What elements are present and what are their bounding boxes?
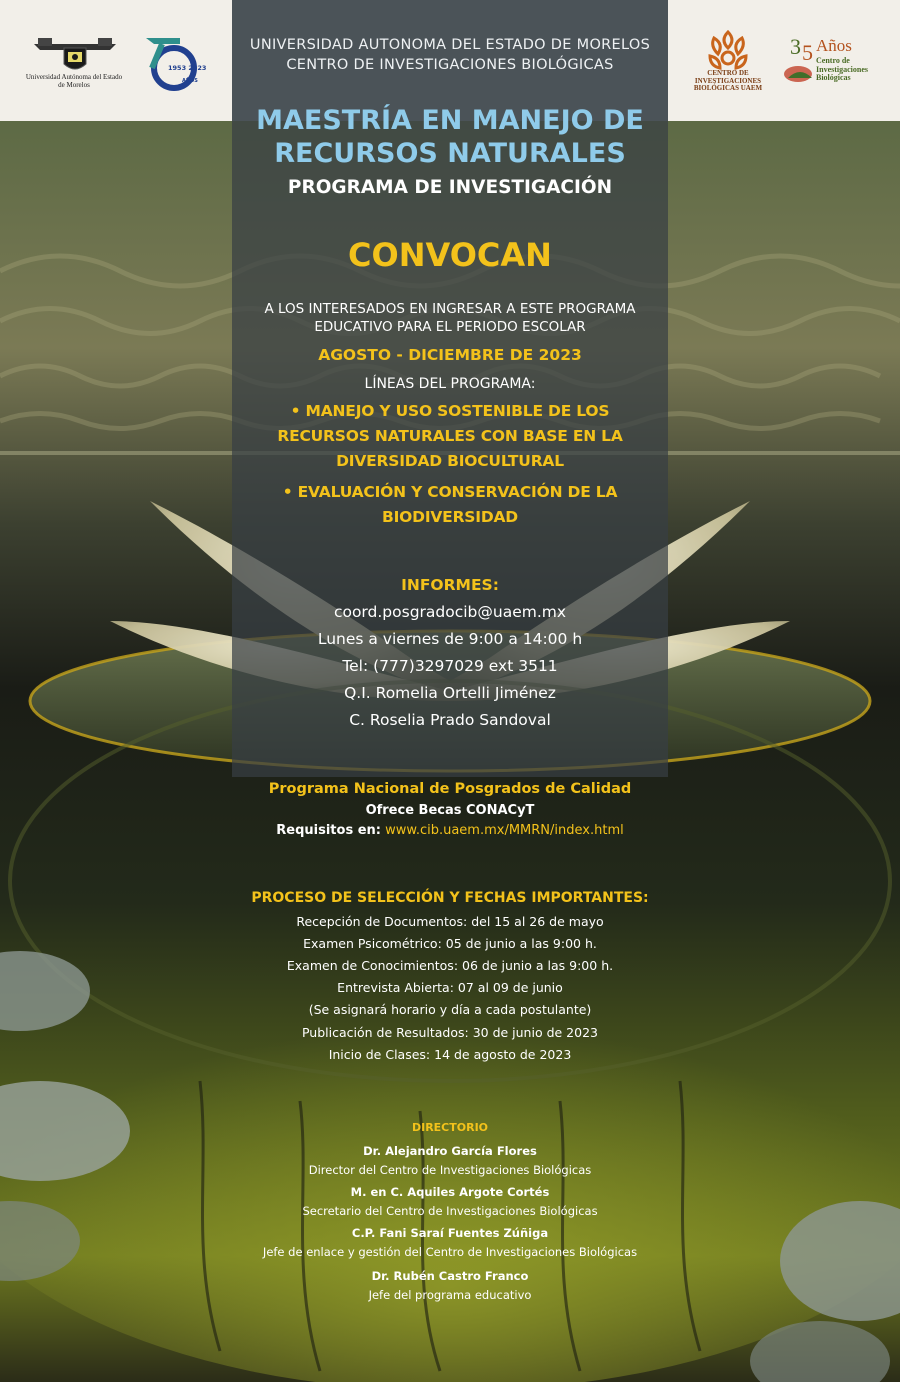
contact-person-1: Q.I. Romelia Ortelli Jiménez — [344, 684, 556, 702]
quality-program: Programa Nacional de Posgrados de Calidad — [268, 781, 632, 797]
header-center-panel — [232, 0, 668, 121]
requirements-label: Requisitos en: — [276, 823, 381, 838]
process-item: Entrevista Abierta: 07 al 09 de junio — [337, 980, 563, 995]
cib-35-subtitle: Centro de Investigaciones Biológicas — [816, 56, 868, 82]
process-heading: PROCESO DE SELECCIÓN Y FECHAS IMPORTANTES: — [251, 890, 649, 906]
uaem-logo-text: Universidad Autónoma del Estado de Morelos — [25, 73, 123, 89]
contact-phone: Tel: (777)3297029 ext 3511 — [342, 657, 558, 675]
center-name: CENTRO DE INVESTIGACIONES BIOLÓGICAS — [286, 57, 614, 73]
program-head-role: Jefe del programa educativo — [368, 1288, 532, 1302]
liaison-role: Jefe de enlace y gestión del Centro de Investigaciones Biológicas — [262, 1245, 638, 1259]
secretary-role: Secretario del Centro de Investigaciones Biológicas — [302, 1204, 598, 1218]
program-subtitle: PROGRAMA DE INVESTIGACIÓN — [287, 177, 613, 198]
directory-heading: DIRECTORIO — [411, 1121, 489, 1134]
intro-line1: A LOS INTERESADOS EN INGRESAR A ESTE PROGRAMA — [264, 301, 636, 317]
anniversary-years: 1953 2023 — [168, 64, 207, 72]
process-item: Publicación de Resultados: 30 de junio de 2023 — [301, 1025, 598, 1040]
director-name: Dr. Alejandro García Flores — [363, 1144, 537, 1158]
line1-a: • MANEJO Y USO SOSTENIBLE DE LOS — [290, 402, 610, 420]
header-bar — [0, 0, 900, 121]
intro-line2: EDUCATIVO PARA EL PERIODO ESCOLAR — [314, 319, 586, 335]
office-hours: Lunes a viernes de 9:00 a 14:00 h — [317, 630, 583, 648]
process-item: Recepción de Documentos: del 15 al 26 de mayo — [296, 914, 604, 929]
liaison-name: C.P. Fani Saraí Fuentes Zúñiga — [351, 1226, 549, 1240]
anniversary-70-logo — [140, 30, 207, 92]
line1-c: DIVERSIDAD BIOCULTURAL — [336, 452, 564, 470]
convocan-heading: CONVOCAN — [348, 236, 552, 274]
process-item: (Se asignará horario y día a cada postulante) — [308, 1002, 592, 1017]
informes-heading: INFORMES: — [401, 576, 499, 594]
line2-a: • EVALUACIÓN Y CONSERVACIÓN DE LA — [282, 483, 618, 501]
program-head-name: Dr. Rubén Castro Franco — [371, 1269, 529, 1283]
cib-35-anos: Años — [816, 36, 852, 55]
content-panel — [232, 121, 668, 777]
program-title-line2: RECURSOS NATURALES — [274, 138, 626, 169]
lines-heading: LÍNEAS DEL PROGRAMA: — [364, 376, 536, 392]
process-item: Examen Psicométrico: 05 de junio a las 9:00 h. — [303, 936, 597, 951]
svg-text:3: 3 — [790, 34, 801, 59]
anniversary-word: AÑOS — [182, 78, 198, 84]
period: AGOSTO - DICIEMBRE DE 2023 — [318, 346, 582, 364]
director-role: Director del Centro de Investigaciones Biológicas — [308, 1163, 592, 1177]
contact-email[interactable]: coord.posgradocib@uaem.mx — [333, 603, 567, 621]
program-title-line1: MAESTRÍA EN MANEJO DE — [256, 105, 644, 136]
scholarships: Ofrece Becas CONACyT — [365, 803, 535, 818]
line1-b: RECURSOS NATURALES CON BASE EN LA — [277, 427, 623, 445]
line2-b: BIODIVERSIDAD — [382, 508, 518, 526]
requirements-line — [0, 823, 900, 838]
process-item: Examen de Conocimientos: 06 de junio a las 9:00 h. — [286, 958, 614, 973]
contact-person-2: C. Roselia Prado Sandoval — [349, 711, 551, 729]
requirements-link[interactable]: www.cib.uaem.mx/MMRN/index.html — [385, 823, 624, 838]
cib-logo-text: CENTRO DE INVESTIGACIONES BIOLÓGICAS UAEM — [693, 69, 763, 92]
process-item: Inicio de Clases: 14 de agosto de 2023 — [328, 1047, 572, 1062]
svg-text:5: 5 — [802, 40, 813, 65]
secretary-name: M. en C. Aquiles Argote Cortés — [350, 1185, 550, 1199]
institution-name: UNIVERSIDAD AUTONOMA DEL ESTADO DE MORELOS — [249, 37, 651, 53]
